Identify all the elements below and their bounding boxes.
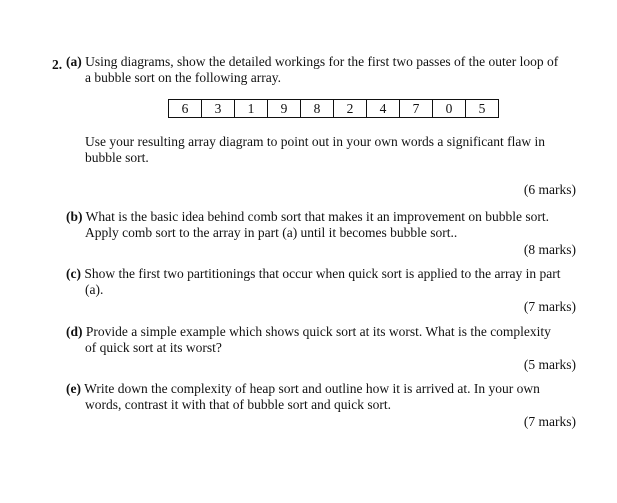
- part-e-text-line2: words, contrast it with that of bubble sort and quick sort.: [85, 397, 391, 412]
- array-cell: 9: [268, 100, 301, 117]
- part-a-followup-line2: bubble sort.: [85, 150, 149, 165]
- array-cell: 8: [301, 100, 334, 117]
- part-c-text-line2: (a).: [85, 282, 104, 297]
- part-c-label: (c): [66, 266, 81, 281]
- part-b-text-line1: What is the basic idea behind comb sort that makes it an improvement on bubble sort.: [85, 209, 550, 224]
- part-e-marks: (7 marks): [523, 414, 576, 429]
- part-b-marks: (8 marks): [523, 242, 576, 257]
- array-cell: 2: [334, 100, 367, 117]
- part-d-text-line2: of quick sort at its worst?: [85, 340, 222, 355]
- array-cell: 7: [400, 100, 433, 117]
- array-cell: 6: [169, 100, 202, 117]
- array-cell: 3: [202, 100, 235, 117]
- array-cell: 1: [235, 100, 268, 117]
- array-cell: 0: [433, 100, 466, 117]
- part-a-marks: (6 marks): [523, 182, 576, 197]
- part-e-label: (e): [66, 381, 81, 396]
- part-a-label: (a): [66, 54, 82, 69]
- part-a-text-line2: a bubble sort on the following array.: [85, 70, 281, 85]
- array-cell: 4: [367, 100, 400, 117]
- part-b-prompt: [66, 209, 549, 241]
- part-c-marks: (7 marks): [523, 299, 576, 314]
- part-b-text-line2: Apply comb sort to the array in part (a) until it becomes bubble sort..: [85, 225, 458, 240]
- array-cell: 5: [478, 101, 486, 116]
- part-d-label: (d): [66, 324, 83, 339]
- part-e-text-line1: Write down the complexity of heap sort and outline how it is arrived at. In your own: [84, 381, 540, 396]
- part-a-prompt: [66, 54, 586, 86]
- part-a-followup: [85, 134, 545, 166]
- part-c-prompt: [66, 266, 561, 298]
- part-d-prompt: [66, 324, 551, 356]
- part-d-text-line1: Provide a simple example which shows quick sort at its worst. What is the complexity: [85, 324, 551, 339]
- part-d-marks: (5 marks): [523, 357, 576, 372]
- part-a-followup-line1: Use your resulting array diagram to point out in your own words a significant flaw in: [85, 134, 546, 149]
- array-diagram: [168, 99, 499, 118]
- question-number: 2.: [52, 57, 63, 72]
- part-e-prompt: [66, 381, 540, 413]
- part-a-text-line1: Using diagrams, show the detailed workings for the first two passes of the outer loop of: [85, 54, 559, 69]
- part-b-label: (b): [66, 209, 83, 224]
- part-c-text-line1: Show the first two partitionings that occur when quick sort is applied to the array in part: [84, 266, 561, 281]
